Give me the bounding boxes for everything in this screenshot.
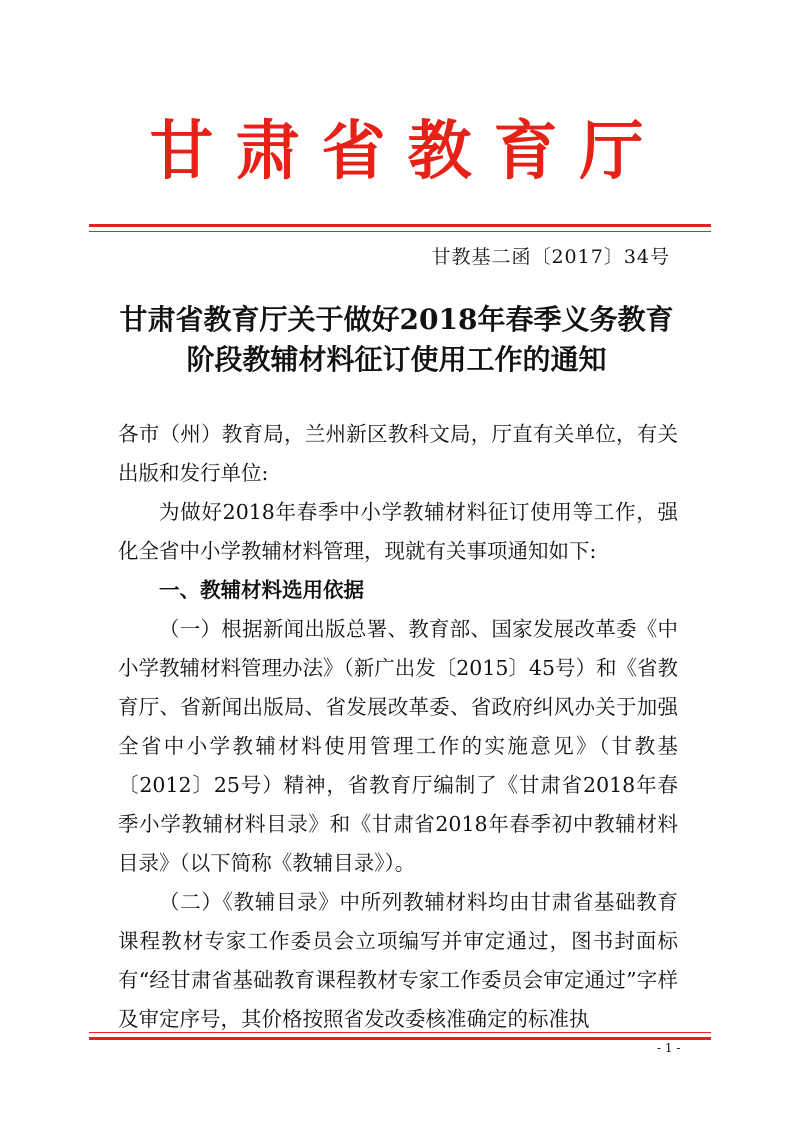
page-number: - 1 - [657, 1041, 681, 1055]
document-title [100, 300, 693, 380]
title-line-1: 甘肃省教育厅关于做好2018年春季义务教育 [119, 303, 674, 336]
paragraph-2: （二）《教辅目录》中所列教辅材料均由甘肃省基础教育课程教材专家工作委员会立项编写并审定通过，图书封面标有“经甘肃省基础教育课程教材专家工作委员会审定通过”字样及审定序号，其价格按照省发改委核准确定的标准执 [118, 890, 678, 1031]
title-line-2: 阶段教辅材料征订使用工作的通知 [186, 343, 607, 376]
issuer-masthead: 甘肃省教育厅 [149, 114, 666, 189]
paragraph-1: （一）根据新闻出版总署、教育部、国家发展改革委《中小学教辅材料管理办法》（新广出发〔2015〕45号）和《省教育厅、省新闻出版局、省发展改革委、省政府纠风办关于加强全省中小学教辅材料使用管理工作的实施意见》（甘教基〔2012〕25号）精神，省教育厅编制了《甘肃省2018年春季小学教辅材料目录》和《甘肃省2018年春季初中教辅材料目录》（以下简称《教辅目录》）。 [118, 617, 679, 875]
document-body [118, 415, 678, 1039]
header-rule-thin [89, 231, 711, 232]
footer-rule-thin [89, 1032, 711, 1033]
intro-paragraph: 为做好2018年春季中小学教辅材料征订使用等工作，强化全省中小学教辅材料管理，现就有关事项通知如下: [118, 500, 678, 563]
salutation: 各市（州）教育局，兰州新区教科文局，厅直有关单位，有关出版和发行单位: [118, 422, 678, 485]
section-heading: 一、教辅材料选用依据 [159, 578, 364, 602]
header-rule-thick [89, 224, 711, 227]
footer-rule-thick [89, 1037, 711, 1040]
document-number: 甘教基二函〔2017〕34号 [431, 246, 670, 268]
